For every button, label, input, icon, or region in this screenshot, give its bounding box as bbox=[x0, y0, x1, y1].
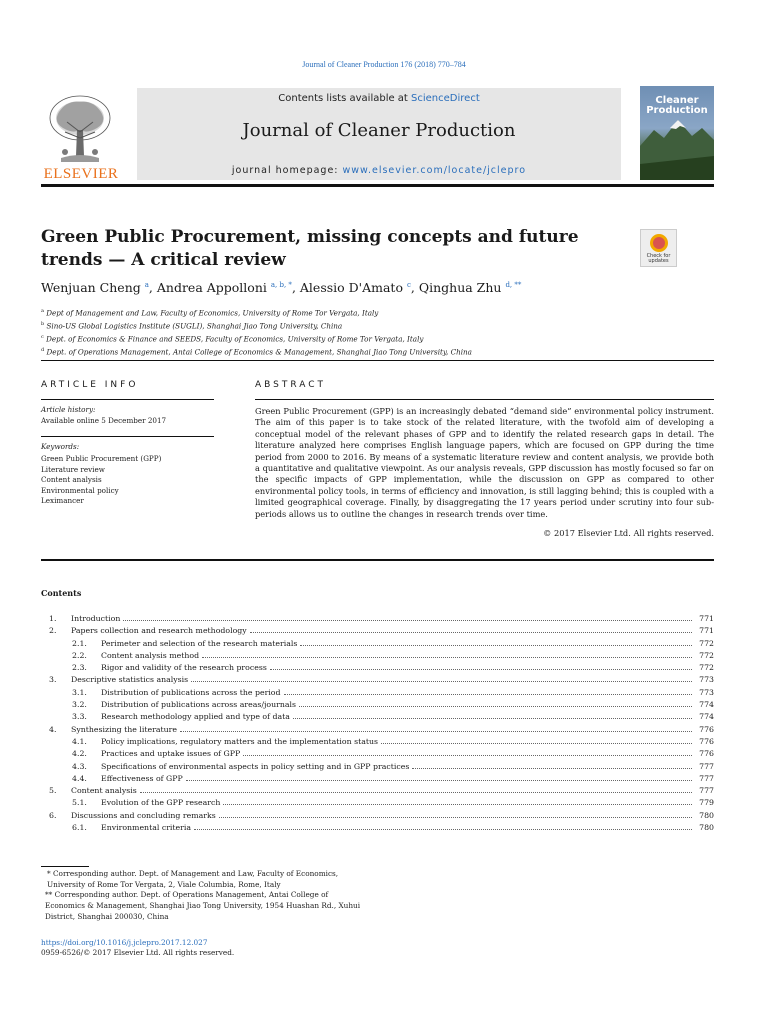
toc-entry-label: Specifications of environmental aspects in policy setting and in GPP practices bbox=[101, 761, 410, 771]
toc-leader-dots bbox=[219, 817, 692, 818]
footnote-rule bbox=[41, 866, 89, 867]
author-list bbox=[41, 280, 714, 295]
header-divider bbox=[41, 184, 714, 187]
toc-leader-dots bbox=[191, 681, 692, 682]
journal-name: Journal of Cleaner Production bbox=[242, 120, 516, 141]
journal-homepage-link[interactable]: www.elsevier.com/locate/jclepro bbox=[342, 165, 527, 176]
toc-entry-number: 5. bbox=[49, 786, 57, 796]
toc-leader-dots bbox=[299, 706, 692, 707]
article-history-label: Article history: bbox=[41, 405, 96, 414]
article-title: Green Public Procurement, missing concepts and future trends — A critical review bbox=[41, 227, 579, 270]
homepage-prefix: journal homepage: bbox=[231, 165, 343, 176]
toc-entry[interactable] bbox=[41, 663, 714, 675]
author-name[interactable]: Qinghua Zhu bbox=[418, 280, 502, 295]
toc-entry-label: Discussions and concluding remarks bbox=[71, 810, 216, 820]
toc-entry-number: 2.1. bbox=[72, 638, 87, 648]
toc-entry-label: Rigor and validity of the research process bbox=[101, 663, 267, 673]
footnote-corresponding-1: * Corresponding author. Dept. of Management and Law, Faculty of Economics, University of Rome Tor Vergata, 2, Viale Columbia, Rome, Italy bbox=[47, 869, 339, 889]
toc-entry-page: 780 bbox=[699, 823, 714, 833]
toc-entry-page: 780 bbox=[699, 810, 714, 820]
toc-leader-dots bbox=[270, 669, 692, 670]
toc-entry[interactable] bbox=[41, 786, 714, 798]
issn-copyright: 0959-6526/© 2017 Elsevier Ltd. All rights reserved. bbox=[41, 948, 235, 957]
toc-entry-label: Perimeter and selection of the research materials bbox=[101, 638, 298, 648]
toc-entry-page: 776 bbox=[699, 724, 714, 734]
toc-entry[interactable] bbox=[41, 798, 714, 810]
toc-entry-label: Research methodology applied and type of data bbox=[101, 712, 290, 722]
toc-entry-label: Introduction bbox=[71, 614, 121, 623]
author-name[interactable]: Wenjuan Cheng bbox=[41, 280, 141, 295]
check-updates-line2: updates bbox=[648, 258, 669, 264]
toc-entry-number: 4.1. bbox=[72, 736, 87, 746]
toc-entry[interactable] bbox=[41, 762, 714, 774]
abstract-text: Green Public Procurement (GPP) is an increasingly debated “demand side” environmental policy instrument. The aim of this paper is to take stock of the related literature, with the twofold aim of developing a conceptual model of the relevant phases of GPP and to identify the related research gaps in detail. The literature analyzed here comprises English language papers, which are focused on GPP during the time period from 2000 to 2016. By means of a systematic literature review and content analysis, we provide both a quantitative and qualitative viewpoint. As our analysis reveals, GPP discussion has mostly focused so far on the specific impacts of GPP implementation, while the discussion on GPP as compared to other environmental policy tools, in terms of efficiency and innovation, is still lagging behind; this is coupled with a limited geographical coverage. Finally, by disaggregating the 17 years period under scrutiny into four sub-periods allows us to outline the changes in research trends over time. bbox=[255, 406, 714, 519]
author-name[interactable]: Alessio D'Amato bbox=[299, 280, 403, 295]
toc-entry[interactable] bbox=[41, 700, 714, 712]
toc-entry-page: 773 bbox=[699, 687, 714, 697]
toc-entry-number: 3. bbox=[49, 675, 57, 685]
keyword-item[interactable]: Literature review bbox=[41, 464, 105, 474]
toc-entry-label: Policy implications, regulatory matters and the implementation status bbox=[101, 736, 379, 746]
affiliation-mark: d bbox=[41, 346, 45, 353]
toc-leader-dots bbox=[381, 743, 692, 744]
toc-leader-dots bbox=[293, 718, 692, 719]
affiliation-text: Sino-US Global Logistics Institute (SUGLI), Shanghai Jiao Tong University, China bbox=[44, 321, 343, 331]
toc-entry-page: 772 bbox=[699, 650, 714, 660]
toc-entry-number: 2.2. bbox=[72, 650, 87, 660]
toc-entry[interactable] bbox=[41, 774, 714, 786]
toc-entry-label: Distribution of publications across areas/journals bbox=[101, 700, 297, 710]
contents-available-line bbox=[137, 93, 621, 104]
affiliation-item bbox=[41, 306, 714, 319]
toc-leader-dots bbox=[180, 731, 692, 732]
journal-citation-link[interactable]: Journal of Cleaner Production 176 (2018) 770–784 bbox=[302, 60, 466, 69]
toc-entry-number: 2. bbox=[49, 626, 57, 636]
toc-entry-page: 777 bbox=[699, 761, 714, 771]
affiliation-item bbox=[41, 319, 714, 332]
toc-entry[interactable] bbox=[41, 749, 714, 761]
keyword-list bbox=[41, 454, 161, 507]
toc-entry-label: Evolution of the GPP research bbox=[101, 798, 221, 808]
toc-leader-dots bbox=[243, 755, 692, 756]
toc-entry-page: 772 bbox=[699, 638, 714, 648]
affiliation-mark: c bbox=[41, 333, 44, 340]
toc-entry[interactable] bbox=[41, 737, 714, 749]
author-separator: , bbox=[148, 280, 157, 295]
contents-heading: Contents bbox=[41, 588, 82, 598]
toc-entry-page: 776 bbox=[699, 736, 714, 746]
toc-entry-page: 773 bbox=[699, 675, 714, 685]
check-for-updates-icon bbox=[650, 234, 668, 252]
toc-entry-number: 1. bbox=[49, 614, 57, 623]
article-info-heading: ARTICLE INFO bbox=[41, 380, 139, 390]
journal-homepage-line bbox=[137, 165, 621, 176]
check-for-updates-button[interactable] bbox=[640, 229, 677, 267]
keyword-item[interactable]: Environmental policy bbox=[41, 485, 119, 495]
toc-leader-dots bbox=[202, 657, 692, 658]
cover-title-line2: Production bbox=[646, 105, 708, 116]
toc-entry-label: Content analysis method bbox=[101, 650, 200, 660]
toc-leader-dots bbox=[300, 645, 692, 646]
author-separator: , bbox=[291, 280, 300, 295]
toc-entry-page: 777 bbox=[699, 786, 714, 796]
footnote-corresponding-2: ** Corresponding author. Dept. of Operations Management, Antai College of Economics & Management, Shanghai Jiao Tong University, 1954 Huashan Rd., Xuhui District, Shanghai 200030, China bbox=[45, 890, 361, 921]
toc-entry-number: 3.2. bbox=[72, 700, 87, 710]
affiliation-text: Dept. of Economics & Finance and SEEDS, Faculty of Economics, University of Rome Tor Vergata, Italy bbox=[43, 334, 424, 344]
toc-entry-label: Papers collection and research methodology bbox=[71, 626, 247, 636]
toc-leader-dots bbox=[194, 829, 692, 830]
table-of-contents bbox=[41, 614, 714, 835]
journal-header-band bbox=[137, 88, 621, 180]
toc-entry-page: 777 bbox=[699, 773, 714, 783]
toc-entry-number: 4. bbox=[49, 724, 57, 734]
toc-entry-label: Descriptive statistics analysis bbox=[71, 675, 189, 685]
check-for-updates-label bbox=[641, 254, 676, 264]
toc-entry-page: 779 bbox=[699, 798, 714, 808]
check-updates-line1: Check for bbox=[646, 253, 671, 259]
toc-leader-dots bbox=[284, 694, 693, 695]
elsevier-tree-logo-icon bbox=[47, 92, 113, 164]
toc-entry-number: 6. bbox=[49, 810, 57, 820]
toc-entry[interactable] bbox=[41, 626, 714, 638]
author-affiliation-marks[interactable]: a bbox=[144, 280, 149, 289]
toc-entry-number: 4.4. bbox=[72, 773, 87, 783]
keyword-item[interactable]: Leximancer bbox=[41, 496, 84, 505]
author-affiliation-marks[interactable]: d, ** bbox=[505, 280, 522, 289]
toc-entry[interactable] bbox=[41, 823, 714, 835]
abstract-copyright: © 2017 Elsevier Ltd. All rights reserved. bbox=[543, 528, 714, 538]
toc-leader-dots bbox=[223, 804, 692, 805]
doi-link[interactable]: https://doi.org/10.1016/j.jclepro.2017.12.027 bbox=[41, 938, 208, 947]
author-separator: , bbox=[410, 280, 419, 295]
article-history-value: Available online 5 December 2017 bbox=[41, 416, 167, 425]
toc-entry-number: 4.2. bbox=[72, 749, 87, 759]
keyword-item[interactable]: Green Public Procurement (GPP) bbox=[41, 454, 162, 463]
toc-entry-label: Effectiveness of GPP bbox=[101, 773, 183, 783]
toc-leader-dots bbox=[186, 780, 692, 781]
abstract-divider bbox=[41, 559, 714, 561]
keyword-item[interactable]: Content analysis bbox=[41, 475, 102, 484]
toc-entry-number: 3.3. bbox=[72, 712, 87, 722]
toc-entry[interactable] bbox=[41, 811, 714, 823]
author-affiliation-marks[interactable]: a, b, * bbox=[270, 280, 292, 289]
toc-leader-dots bbox=[140, 792, 692, 793]
toc-leader-dots bbox=[412, 768, 692, 769]
affiliation-item bbox=[41, 332, 714, 345]
affiliation-text: Dept. of Operations Management, Antai College of Economics & Management, Shanghai Jiao Tong University, China bbox=[44, 347, 472, 357]
keywords-label: Keywords: bbox=[41, 442, 80, 451]
toc-entry[interactable] bbox=[41, 614, 714, 626]
toc-entry-page: 776 bbox=[699, 749, 714, 759]
toc-entry[interactable] bbox=[41, 688, 714, 700]
toc-entry-number: 3.1. bbox=[72, 687, 87, 697]
toc-entry-page: 774 bbox=[699, 700, 714, 710]
cover-title-line1: Cleaner bbox=[655, 95, 699, 106]
journal-cover-image[interactable] bbox=[640, 86, 714, 180]
elsevier-wordmark: ELSEVIER bbox=[43, 166, 119, 182]
toc-leader-dots bbox=[250, 632, 692, 633]
toc-entry-number: 6.1. bbox=[72, 823, 87, 833]
toc-entry-number: 2.3. bbox=[72, 663, 87, 673]
toc-entry-page: 771 bbox=[699, 614, 714, 623]
keywords-rule bbox=[41, 436, 214, 437]
toc-entry[interactable] bbox=[41, 725, 714, 737]
author-name[interactable]: Andrea Appolloni bbox=[156, 280, 267, 295]
toc-entry-page: 772 bbox=[699, 663, 714, 673]
toc-entry-label: Content analysis bbox=[71, 786, 137, 796]
toc-entry[interactable] bbox=[41, 639, 714, 651]
toc-entry-number: 4.3. bbox=[72, 761, 87, 771]
affiliation-list bbox=[41, 306, 714, 358]
footnotes bbox=[41, 869, 369, 923]
toc-entry-page: 771 bbox=[699, 626, 714, 636]
affiliations-divider bbox=[41, 360, 714, 361]
toc-entry[interactable] bbox=[41, 651, 714, 663]
affiliation-item bbox=[41, 345, 714, 358]
abstract-heading: ABSTRACT bbox=[255, 380, 327, 390]
toc-entry-label: Distribution of publications across the period bbox=[101, 687, 281, 697]
elsevier-logo[interactable] bbox=[41, 92, 121, 182]
toc-entry-number: 5.1. bbox=[72, 798, 87, 808]
affiliation-mark: a bbox=[41, 308, 44, 314]
author-affiliation-marks[interactable]: c bbox=[406, 280, 411, 289]
affiliation-text: Dept of Management and Law, Faculty of Economics, University of Rome Tor Vergata, Italy bbox=[43, 308, 379, 318]
contents-available-prefix: Contents lists available at bbox=[278, 93, 412, 104]
abstract-rule bbox=[255, 399, 714, 400]
toc-entry-label: Environmental criteria bbox=[101, 823, 192, 833]
toc-entry-page: 774 bbox=[699, 712, 714, 722]
affiliation-mark: b bbox=[41, 320, 45, 327]
article-info-rule bbox=[41, 399, 214, 400]
toc-entry-label: Synthesizing the literature bbox=[71, 724, 177, 734]
cover-title bbox=[640, 96, 714, 116]
toc-entry[interactable] bbox=[41, 675, 714, 687]
toc-entry[interactable] bbox=[41, 712, 714, 724]
sciencedirect-link[interactable]: ScienceDirect bbox=[411, 93, 480, 104]
toc-entry-label: Practices and uptake issues of GPP bbox=[101, 749, 241, 759]
toc-leader-dots bbox=[123, 620, 692, 621]
